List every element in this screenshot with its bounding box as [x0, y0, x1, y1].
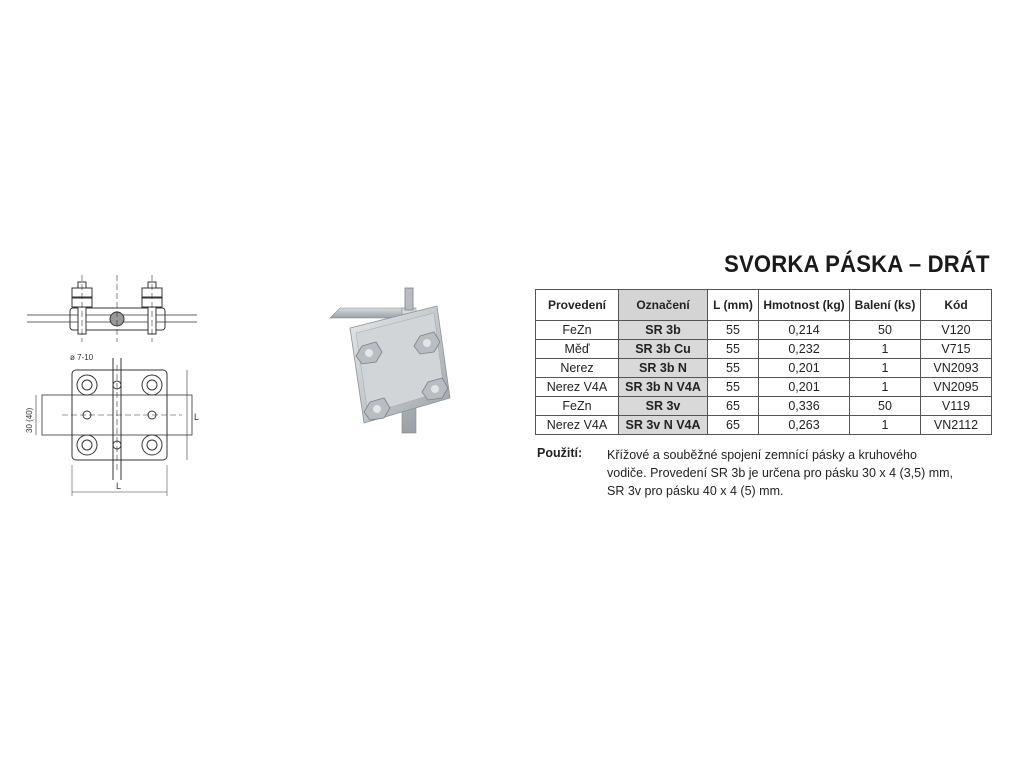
- cell-package: 1: [850, 359, 921, 378]
- cell-provedeni: Nerez: [536, 359, 619, 378]
- cell-code: V119: [921, 397, 992, 416]
- cell-length: 65: [708, 397, 759, 416]
- cell-package: 50: [850, 397, 921, 416]
- cell-package: 1: [850, 416, 921, 435]
- header-length: L (mm): [708, 290, 759, 321]
- table-row: [536, 378, 992, 397]
- cell-oznaceni: SR 3b N V4A: [619, 378, 708, 397]
- table-row: [536, 397, 992, 416]
- cell-oznaceni: SR 3b Cu: [619, 340, 708, 359]
- diameter-label: ø 7-10: [70, 353, 94, 362]
- cell-weight: 0,201: [759, 378, 850, 397]
- header-weight: Hmotnost (kg): [759, 290, 850, 321]
- spec-table: [535, 289, 992, 435]
- usage-line: vodiče. Provedení SR 3b je určena pro pásku 30 x 4 (3,5) mm,: [607, 466, 954, 480]
- cell-weight: 0,214: [759, 321, 850, 340]
- cell-code: V715: [921, 340, 992, 359]
- length-label: L: [116, 481, 122, 491]
- cell-length: 55: [708, 340, 759, 359]
- cell-weight: 0,232: [759, 340, 850, 359]
- header-package: Balení (ks): [850, 290, 921, 321]
- table-row: [536, 359, 992, 378]
- table-row: [536, 321, 992, 340]
- cell-provedeni: FeZn: [536, 321, 619, 340]
- cell-length: 55: [708, 321, 759, 340]
- page-title: SVORKA PÁSKA – DRÁT: [724, 251, 990, 278]
- usage-line: SR 3v pro pásku 40 x 4 (5) mm.: [607, 484, 784, 498]
- cell-provedeni: Nerez V4A: [536, 378, 619, 397]
- cell-oznaceni: SR 3b N: [619, 359, 708, 378]
- cell-code: VN2095: [921, 378, 992, 397]
- cell-package: 1: [850, 340, 921, 359]
- cell-package: 1: [850, 378, 921, 397]
- cell-code: V120: [921, 321, 992, 340]
- cell-weight: 0,336: [759, 397, 850, 416]
- table-row: [536, 416, 992, 435]
- usage-text: [607, 446, 997, 500]
- table-row: [536, 340, 992, 359]
- usage-label: Použití:: [537, 446, 583, 460]
- header-provedeni: Provedení: [536, 290, 619, 321]
- cell-package: 50: [850, 321, 921, 340]
- cell-length: 65: [708, 416, 759, 435]
- cell-oznaceni: SR 3v N V4A: [619, 416, 708, 435]
- technical-drawing: [22, 270, 202, 500]
- cell-code: VN2112: [921, 416, 992, 435]
- product-photo: [322, 278, 472, 438]
- cell-provedeni: Měď: [536, 340, 619, 359]
- cell-length: 55: [708, 378, 759, 397]
- height-label: 30 (40): [25, 407, 34, 433]
- cell-weight: 0,201: [759, 359, 850, 378]
- cell-provedeni: Nerez V4A: [536, 416, 619, 435]
- header-code: Kód: [921, 290, 992, 321]
- cell-weight: 0,263: [759, 416, 850, 435]
- cell-provedeni: FeZn: [536, 397, 619, 416]
- cell-oznaceni: SR 3v: [619, 397, 708, 416]
- cell-length: 55: [708, 359, 759, 378]
- header-oznaceni: Označení: [619, 290, 708, 321]
- length-label-side: L: [194, 412, 200, 422]
- table-header-row: [536, 290, 992, 321]
- cell-oznaceni: SR 3b: [619, 321, 708, 340]
- cell-code: VN2093: [921, 359, 992, 378]
- usage-line: Křížové a souběžné spojení zemnící pásky a kruhového: [607, 448, 917, 462]
